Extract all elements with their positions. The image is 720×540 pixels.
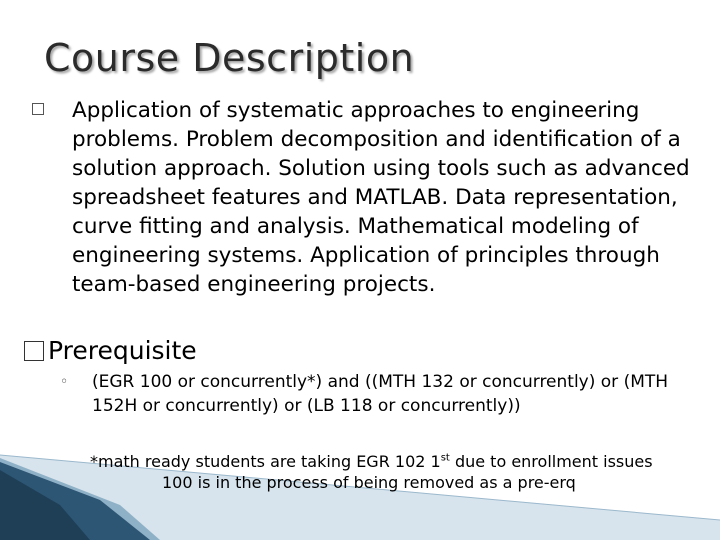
footnote-line1 — [90, 452, 653, 471]
footnote-line1-end: due to enrollment issues — [449, 452, 653, 472]
footnote — [90, 448, 710, 493]
description-text: Application of systematic approaches to engineering problems. Problem decomposition and identification of a solution approach. Solution using tools such as advanced spreadsheet features and MATLAB. Data representation, curve fitting and analysis. Mathematical modeling of engineering systems. Application of principles through team-based engineering projects. — [72, 98, 690, 297]
description-bullet — [32, 96, 692, 299]
square-bullet-icon — [24, 341, 44, 361]
prerequisite-heading: Prerequisite — [48, 336, 197, 365]
requirement-text: (EGR 100 or concurrently*) and ((MTH 132 or concurrently) or (MTH 152H or concurrently) or (LB 118 or concurrently)) — [92, 372, 669, 416]
square-bullet-icon — [32, 103, 44, 115]
circle-bullet-icon: ◦ — [60, 374, 69, 390]
prerequisite-bullet — [24, 335, 197, 367]
footnote-line1-start: *math ready students are taking EGR 102 1 — [90, 452, 441, 472]
prerequisite-requirement — [60, 370, 700, 418]
footnote-line2: 100 is in the process of being removed as a pre-erq — [162, 473, 576, 493]
page-title: Course Description — [44, 36, 415, 80]
footnote-superscript: st — [440, 453, 450, 464]
